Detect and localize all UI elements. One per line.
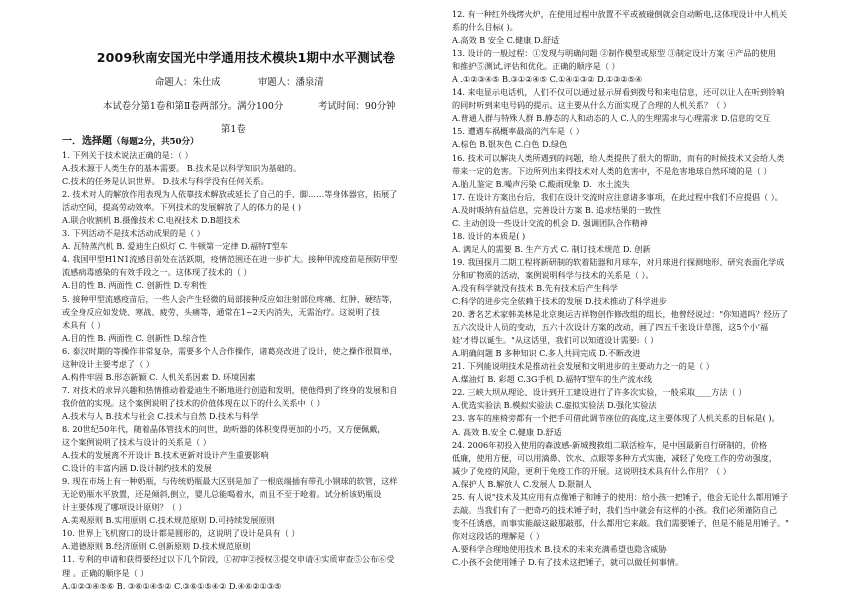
question-line: 理 。正确的顺序是（ ）: [62, 567, 149, 578]
volume-label: 第1卷: [221, 124, 246, 135]
question-line: A.构件牢固 B.形态新颖 C. 人机关系因素 D. 环境因素: [62, 371, 256, 382]
question-line: 7. 对技术的求异兴趣和热情推动着爱迪生不断地进行创造和发明，使他得到了终身的发展和自: [62, 384, 398, 395]
question-line: A.煤油灯 B. 彩超 C.3G手机 D.福特T型车的生产流水线: [452, 374, 652, 385]
question-line: 10. 世界上飞机窗口的设计都是圆形的，这说明了设计是具有（ ）: [62, 528, 300, 539]
question-line: 15. 遭遇车祸概率最高的汽车是（ ）: [452, 126, 584, 137]
question-line: 这个案例说明了技术与设计的关系是（ ）: [62, 437, 211, 448]
question-line: A .①②③④⑤ B.③①②④⑤ C.①④①③② D.①③②⑤④: [452, 74, 643, 85]
question-line: A.技术源于人类生存的基本需要。 B.技术是以科学知识为基础的。: [62, 163, 301, 174]
question-line: 23. 客车的座椅旁都有一个把手可借此调节座位的高度,这主要体现了人机关系的目标是( )。: [452, 413, 780, 424]
question-line: 13. 设计的一般过程：①发现与明确问题 ②制作模型或原型 ③制定设计方案 ④产品的使用: [452, 48, 776, 59]
question-line: 25. 有人说"技术及其应用有点像锤子和锤子的使用：给小孩一把锤子，他会无论什么都用锤子: [452, 491, 789, 502]
question-line: A.优选实验法 B.模拟实验法 C.虚拟实验法 D.强化实验法: [452, 400, 657, 411]
left-question-column: [62, 149, 430, 593]
question-line: A.胎儿鉴定 B.噪声污染 C.酸雨现象 D．水土流失: [452, 178, 630, 189]
question-line: A.及时吸纳有益信息，完善设计方案 B. 追求结果的一致性: [452, 204, 662, 215]
question-line: 活动空间，提高劳动效率。下列技术的发展解放了人的体力的是 ( ): [62, 202, 302, 213]
question-line: 流感病毒感染的有效手段之一。这体现了技术的（ ）: [62, 267, 252, 278]
exam-time: 考试时间：90分钟: [318, 101, 396, 112]
question-line: 21. 下列能说明技术是推动社会发展和文明进步的主要动力之一的是（ ）: [452, 361, 714, 372]
question-line: C.技术的任务是认识世界。 D.技术与科学没有任何关系。: [62, 176, 269, 187]
question-line: C. 主动创设一些设计交流的机会 D. 强调团队合作精神: [452, 217, 648, 228]
question-line: A.保护人 B.解放人 C.发展人 D.限制人: [452, 478, 592, 489]
question-line: A.目的性 B. 两面性 C. 创新性 D.综合性: [62, 332, 207, 343]
paper-structure: 本试卷分第1卷和第Ⅱ卷两部分。满分100分: [103, 101, 284, 112]
question-line: A.没有科学就没有技术 B.先有技术后产生科学: [452, 282, 618, 293]
question-line: 3. 下列活动不是技术活动成果的是（ ）: [62, 228, 205, 239]
question-line: 20. 著名艺术家韩美林是北京奥运吉祥物创作修改组的组长，他曾经说过："你知道吗？经历了: [452, 309, 789, 320]
question-line: 计主要体现了哪项设计原则？（ ）: [62, 502, 187, 513]
question-line: 2. 技术对人的解放作用表现为人依靠技术解放或延长了自己的手、脚……等身体器官，拓展了: [62, 189, 398, 200]
question-line: 11. 专利的申请和获得要经过以下几个阶段，①初审②授权③提交申请④实质审查⑤公布⑥受: [62, 554, 395, 565]
question-line: 分和矿物质的活动，案例说明科学与技术的关系是（ ）。: [452, 269, 654, 280]
question-line: A.美观原则 B.实用原则 C.技术规范原则 D.可持续发展原则: [62, 515, 275, 526]
question-line: 术具有（ ）: [62, 319, 106, 330]
question-line: 24. 2006年初投入使用的森波感-新城搜救组二联活检车，是中国最新自行研制的，价格: [452, 439, 768, 450]
question-line: A. 瓦特蒸汽机 B. 爱迪生白炽灯 C. 牛顿第一定律 D.福特T型车: [62, 241, 288, 252]
question-line: 1. 下列关于技术说法正确的是：（ ）: [62, 150, 193, 160]
question-line: A.道德原则 B.经济原则 C.创新原则 D.技术规范原则: [62, 541, 251, 552]
question-line: 低廉，使用方便，可以用滴鼻、饮水、点眼等多种方式实施，减轻了免疫工作的劳动强度，: [452, 452, 778, 463]
question-line: A.棕色 B.银灰色 C.白色 D.绿色: [452, 139, 568, 150]
question-line: 我价值的实现。这个案例说明了技术的价值体现在以下的什么关系中（ ）: [62, 397, 325, 408]
question-line: 14. 来电显示电话机，人们不仅可以通过显示屏看到拨号和来电信息，还可以让人在听到铃响: [452, 87, 785, 98]
question-line: 8. 20世纪50年代，随着晶体管技术的问世，助听器的体积变得更加的小巧，又方便佩戴，: [62, 423, 386, 434]
question-line: 4. 我国甲型H1N1流感目前处在活跃期，疫情范围还在进一步扩大。接种甲流疫苗是预防甲型: [62, 254, 398, 265]
question-line: 这种设计主要考虑了（ ）: [62, 358, 154, 369]
question-line: A. 满足人的需要 B. 生产方式 C. 制订技术规范 D. 创新: [452, 243, 651, 254]
question-line: 去敲。当我们有了一把奇巧的技术锤子时，我们当中就会有这样的小孩。我们必须谨防自己: [452, 504, 778, 515]
question-line: 和推护⑤测试,评估和优化。正确的顺序是（ ）: [452, 61, 620, 72]
question-line: C.设计的丰富内涵 D.设计制约技术的发展: [62, 463, 212, 474]
section-note: （每题2分，共50分）: [112, 137, 199, 147]
question-line: 19. 我国探月二期工程将新研制的软着陆器和月球车，对月球进行探测地形、研究表面化学成: [452, 256, 785, 267]
question-line: 减少了免疫的风险，更利于免疫工作的开展。这说明技术具有什么作用？（ ）: [452, 465, 731, 476]
question-line: 带来一定的危害。下边所列出来得技术对人类的危害中，不是危害地球自然环境的是（ ）: [452, 165, 772, 176]
question-line: A.高效 B 安全 C.健康 D.舒适: [452, 35, 560, 46]
reviewer-label: 审题人：潘泉清: [258, 77, 324, 88]
question-line: A.①②③④⑤⑥ B. ③⑥①④⑤② C.③⑥①⑤④② D.④⑥②①③⑤: [62, 580, 282, 591]
question-line: A.技术的发展离不开设计 B.技术更新对设计产生重要影响: [62, 450, 269, 461]
question-line: 5. 接种甲型流感疫苗后，一些人会产生轻微的局部接种反应如注射部位疼痛、红肿、硬结等，: [62, 293, 398, 304]
question-line: 或全身反应如发烧、寒战、疲劳、头痛等，通常在1~2天内消失，无需治疗。这说明了技: [62, 306, 380, 317]
exam-title: 2009秋南安国光中学通用技术模块1期中水平测试卷: [96, 50, 396, 65]
question-line: 你对这段话的理解是（ ）: [452, 530, 544, 541]
question-line: 变不任诱惑，而事实能敲这敲那敲那，什么都用它来敲。我们需要锤子，但是不能是用锤子。": [452, 517, 789, 528]
question-line: A. 高效 B.安全 C.健康 D.舒适: [452, 426, 562, 437]
question-line: 无论奶瓶水平放置，还是倾斜,倒立，婴儿总能喝着水，而且不至于呛着。试分析该奶瓶设: [62, 489, 382, 500]
right-question-column: [452, 8, 824, 569]
section-title: 一．选择题: [62, 136, 112, 147]
question-line: A.联合收割机 B.摄像技术 C.电视技术 D.B超技术: [62, 215, 241, 226]
setter-label: 命题人：朱仕成: [155, 77, 221, 88]
section-heading: [62, 132, 199, 147]
question-line: 娃'才得以诞生。"从这话里，我们可以知道设计需要:（ ）: [452, 335, 659, 346]
question-line: 17. 在设计方案出台后，我们在设计交流时应注意诸多事项，在此过程中我们不应提倡（ ）。: [452, 191, 783, 202]
question-line: 9. 现在市场上有一种奶瓶，与传统奶瓶最大区别是加了一根底端插有带孔小钢球的软管，这样: [62, 476, 398, 487]
question-line: 五六次设计人员的变动，五六十次设计方案的改动，画了四五千张设计草图，这5个小'福: [452, 322, 769, 333]
question-line: A.技术与人 B.技术与社会 C.技术与自然 D.技术与科学: [62, 410, 259, 421]
question-line: A.目的性 B. 两面性 C. 创新性 D.专利性: [62, 280, 207, 291]
question-line: 22. 三峡大坝从理论、设计到开工建设进行了许多次实验，一般采取____方法（ ）: [452, 387, 747, 398]
question-line: 6. 泰汉时期的等操作非常复杂，需要多个人合作操作，诸葛亮改进了设计，使之操作很简单，: [62, 345, 398, 356]
question-line: 18. 设计的本质是( ): [452, 230, 526, 241]
question-line: 16. 技术可以解决人类所遇到的问题，给人类提供了很大的帮助，而有的时候技术又会给人类: [452, 152, 785, 163]
question-line: C.科学的进步完全依赖于技术的发展 D.技术推动了科学进步: [452, 296, 667, 307]
question-line: C.小孩不会使用锤子 D.有了技术这把锤子，就可以做任何事情。: [452, 556, 684, 567]
question-line: A.明确问题 B 多种知识 C.多人共同完成 D.不断改进: [452, 348, 641, 359]
question-line: A.要科学合理地使用技术 B.技术的未来充满希望也隐含威胁: [452, 543, 667, 554]
question-line: A.普通人群与特殊人群 B.静态的人和动态的人 C.人的生理需求与心理需求 D.信息的交互: [452, 113, 771, 124]
question-line: 的同时听到来电号码的提示。这主要从什么方面实现了合理的人机关系？（ ）: [452, 100, 731, 111]
question-line: 12. 有一种红外线烤火炉，在使用过程中放置不平或被碰倒就会自动断电,这体现设计中人机关: [452, 9, 787, 19]
question-line: 系的什么目标( )。: [452, 22, 518, 33]
